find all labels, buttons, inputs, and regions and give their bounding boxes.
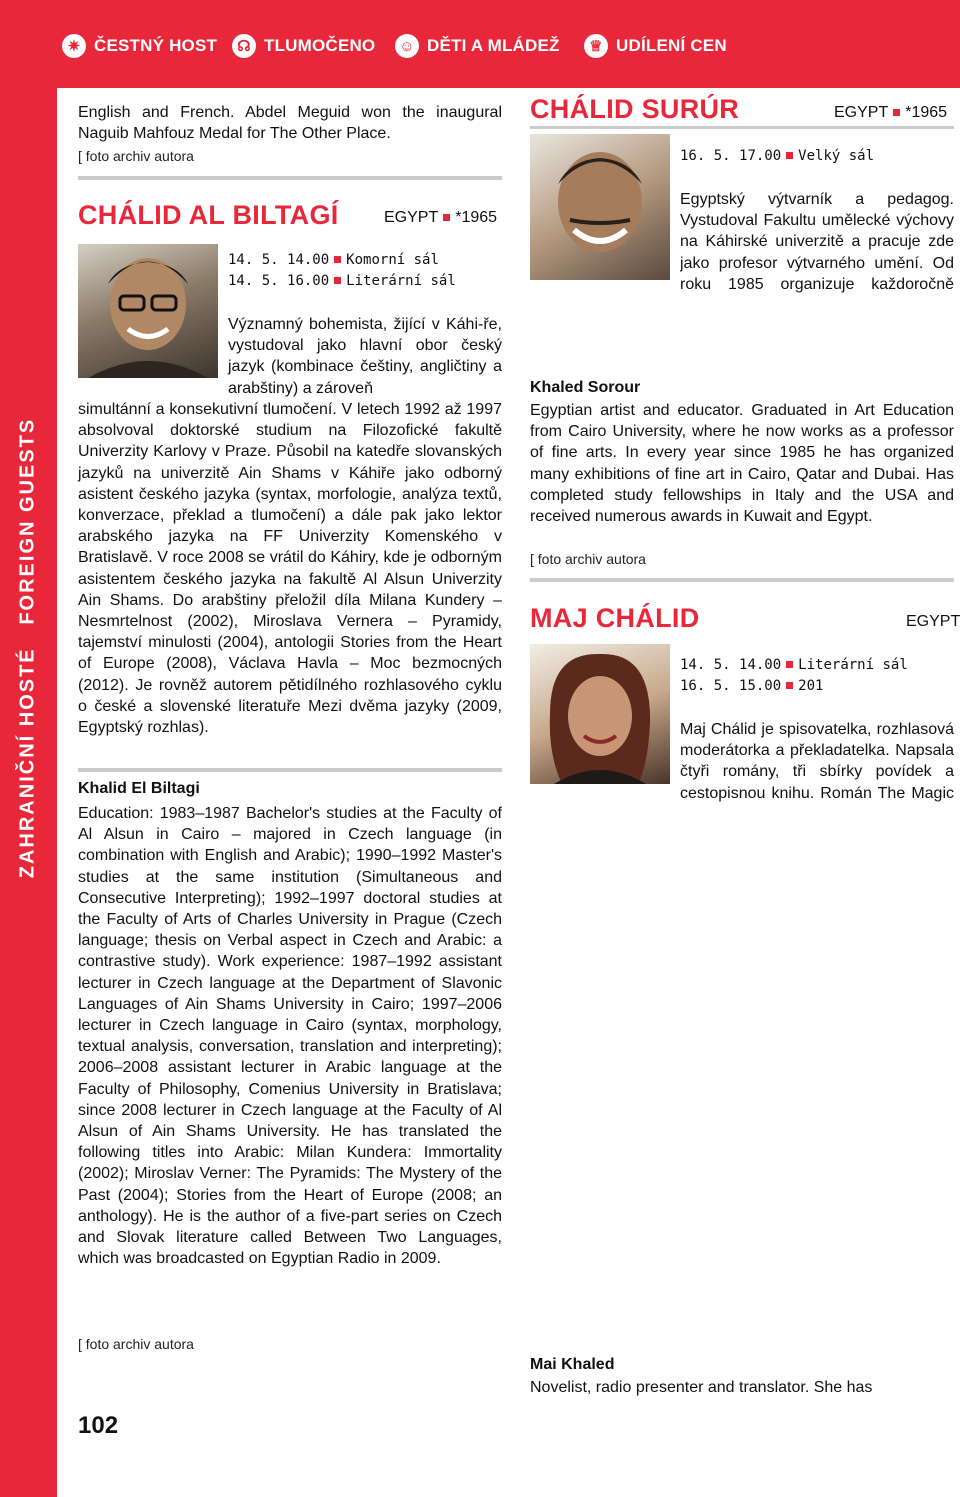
bullet-square [893, 109, 900, 116]
country-label: EGYPT [834, 104, 889, 121]
author-country [834, 104, 947, 122]
author-country [906, 613, 960, 631]
author-name-en: Khaled Sorour [530, 379, 641, 396]
country-label: EGYPT [384, 209, 439, 226]
schedule-place: 201 [798, 678, 824, 694]
schedule-row [680, 146, 874, 167]
schedule-date: 16. 5. [680, 148, 731, 164]
bullet-square [443, 214, 450, 221]
category-awards [584, 34, 727, 58]
author-country [384, 209, 497, 227]
schedule-place: Velký sál [798, 148, 875, 164]
portrait-illustration [530, 644, 670, 784]
author-bio-cz: Egyptský výtvarník a pedagog. Vystudoval Fakultu umělecké výchovy na Káhirské univerzitě a pracuje zde jako profesor výtvarného umění. Od roku 1985 organizuje každoročně [680, 191, 954, 293]
category-honor-guest [62, 34, 217, 58]
schedule-row [680, 676, 823, 697]
author-name: CHÁLID SURÚR [530, 94, 740, 124]
schedule-date: 14. 5. [228, 273, 279, 289]
trophy-icon: ♕ [584, 34, 608, 58]
bullet-square [786, 661, 793, 668]
author-bio-en: Education: 1983–1987 Bachelor's studies at the Faculty of Al Alsun in Cairo – majored in Czech language (in combination with English and Arabic); 1990–1992 Master's studies at the same institution (Simultaneous and Consecutive Interpreting); 1992–1997 doctoral studies at the Faculty of Arts of Charles University in Prague (Czech language; thesis on Verbal aspect in Czech and Arabic: a contrastive study). Work experience: 1987–1992 assistant lecturer in Czech language at the Department of Slavonic Languages of Ain Shams University in Cairo; 1997–2006 lecturer in Czech language in Cairo (syntax, morphology, textual analysis, conversation, translation and interpreting); 2006–2008 assistant lecturer in Arabic language at the Faculty of Philosophy, Comenius University in Bratislava; since 2008 lecturer in Czech language at the Faculty of Al Alsun of Ain Shams University. He has translated the following titles into Arabic: Milan Kundera: Immortality (2002); Miroslav Verner: The Pyramids: The Mystery of the Past (2004); Stories from the Heart of Europe (2008; an anthology). He is the author of a five-part series on Czech and Slovak literature called Between Two Languages, which was broadcasted on Egyptian Radio in 2009. [78, 805, 502, 1268]
schedule-date: 16. 5. [680, 678, 731, 694]
schedule-place: Literární sál [346, 273, 456, 289]
photo-caption: [ foto archiv autora [530, 551, 646, 567]
category-label: DĚTI A MLÁDEŽ [427, 36, 560, 55]
author-bio-en: Egyptian artist and educator. Graduated in Art Education from Cairo University, where he now works as a professor of fine arts. In every year since 1985 he has organized many exhibitions of fine art in Cairo, Qatar and Dubai. Has completed study fellowships in Italy and the USA and received numerous awards in Kuwait and Egypt. [530, 402, 954, 526]
schedule-time: 17.00 [739, 148, 782, 164]
author-bio-cz: Maj Chálid je spisovatelka, rozhlasová moderátorka a překladatelka. Napsala čtyři romány, tři sbírky povídek a cestopisnou knihu. Román The Magic [680, 721, 954, 802]
portrait-illustration [530, 134, 670, 280]
author-name: CHÁLID AL BILTAGÍ [78, 200, 339, 230]
bullet-square [334, 256, 341, 263]
schedule-time: 14.00 [739, 657, 782, 673]
sidebar-label-cz: ZAHRANIČNÍ HOSTÉ [16, 647, 39, 879]
sidebar-section-label [17, 418, 40, 878]
bullet-square [334, 277, 341, 284]
photo-caption: [ foto archiv autora [78, 1336, 194, 1352]
author-name-en: Mai Khaled [530, 1356, 615, 1373]
divider [78, 176, 502, 180]
schedule-date: 14. 5. [680, 657, 731, 673]
smiley-icon: ☺ [395, 34, 419, 58]
section-sidebar [0, 88, 57, 1497]
category-bar [0, 0, 960, 88]
bullet-square [786, 682, 793, 689]
page-number: 102 [78, 1412, 119, 1439]
category-children-youth [395, 34, 560, 58]
category-interpreted [232, 34, 375, 58]
country-label: EGYPT [906, 613, 960, 630]
photo-caption: [ foto archiv autora [78, 148, 194, 164]
author-bio-cz-continued [530, 803, 954, 1333]
author-photo [530, 134, 670, 280]
author-bio-cz-wrapped: Významný bohemista, žijící v Káhi-ře, vystudoval jako hlavní obor český jazyk (kombinace češtiny, angličtiny a arabštiny) a zároveň [228, 316, 502, 397]
schedule-time: 15.00 [739, 678, 782, 694]
divider [78, 768, 502, 772]
author-photo [530, 644, 670, 784]
schedule-row [680, 655, 908, 676]
schedule-row [228, 271, 456, 292]
speech-icon: ☊ [232, 34, 256, 58]
author-photo [78, 244, 218, 378]
category-label: TLUMOČENO [264, 36, 376, 55]
intro-text: English and French. Abdel Meguid won the inaugural Naguib Mahfouz Medal for The Other Place. [78, 104, 502, 143]
birth-year: *1965 [455, 209, 498, 226]
sidebar-label-en: FOREIGN GUESTS [16, 417, 39, 625]
divider [530, 578, 954, 582]
schedule-place: Literární sál [798, 657, 908, 673]
author-name: MAJ CHÁLID [530, 603, 700, 633]
bullet-square [786, 152, 793, 159]
schedule-time: 14.00 [287, 252, 330, 268]
author-bio-en: Novelist, radio presenter and translator. She has [530, 1379, 873, 1396]
schedule-row [228, 250, 439, 271]
star-badge-icon: ✷ [62, 34, 86, 58]
category-label: UDÍLENÍ CEN [616, 36, 727, 55]
birth-year: *1965 [905, 104, 948, 121]
schedule-time: 16.00 [287, 273, 330, 289]
category-label: ČESTNÝ HOST [94, 36, 218, 55]
author-name-en: Khalid El Biltagi [78, 780, 200, 797]
schedule-place: Komorní sál [346, 252, 439, 268]
portrait-illustration [78, 244, 218, 378]
divider [530, 126, 954, 129]
author-bio-cz: simultánní a konsekutivní tlumočení. V letech 1992 až 1997 absolvoval doktorské studium na Filozofické fakultě Univerzity Karlovy v Praze. Působil na katedře slovanských jazyků na univerzitě Ain Shams v Káhiře jako odborný asistent českého jazyka (syntax, morfologie, analýza textů, konverzace, překlad a tlumočení) a dále pak jako lektor arabského jazyka na FF Univerzity Komenského v Bratislavě. V roce 2008 se vrátil do Káhiry, kde je odborným asistentem českého jazyka na fakultě Al Alsun Univerzity Ain Shams. Do arabštiny přeložil díla Milana Kundery – Nesmrtelnost (2002), Miroslava Vernera – Pyramidy, tajemství minulosti (2004), antologii Stories from the Heart of Europe (2008), Václava Havla – Moc bezmocných (2012). Je rovněž autorem pětidílného rozhlasového cyklu o české a slovenské literatuře Mezi dvěma jazyky (2009, Egyptský rozhlas). [78, 401, 502, 737]
schedule-date: 14. 5. [228, 252, 279, 268]
